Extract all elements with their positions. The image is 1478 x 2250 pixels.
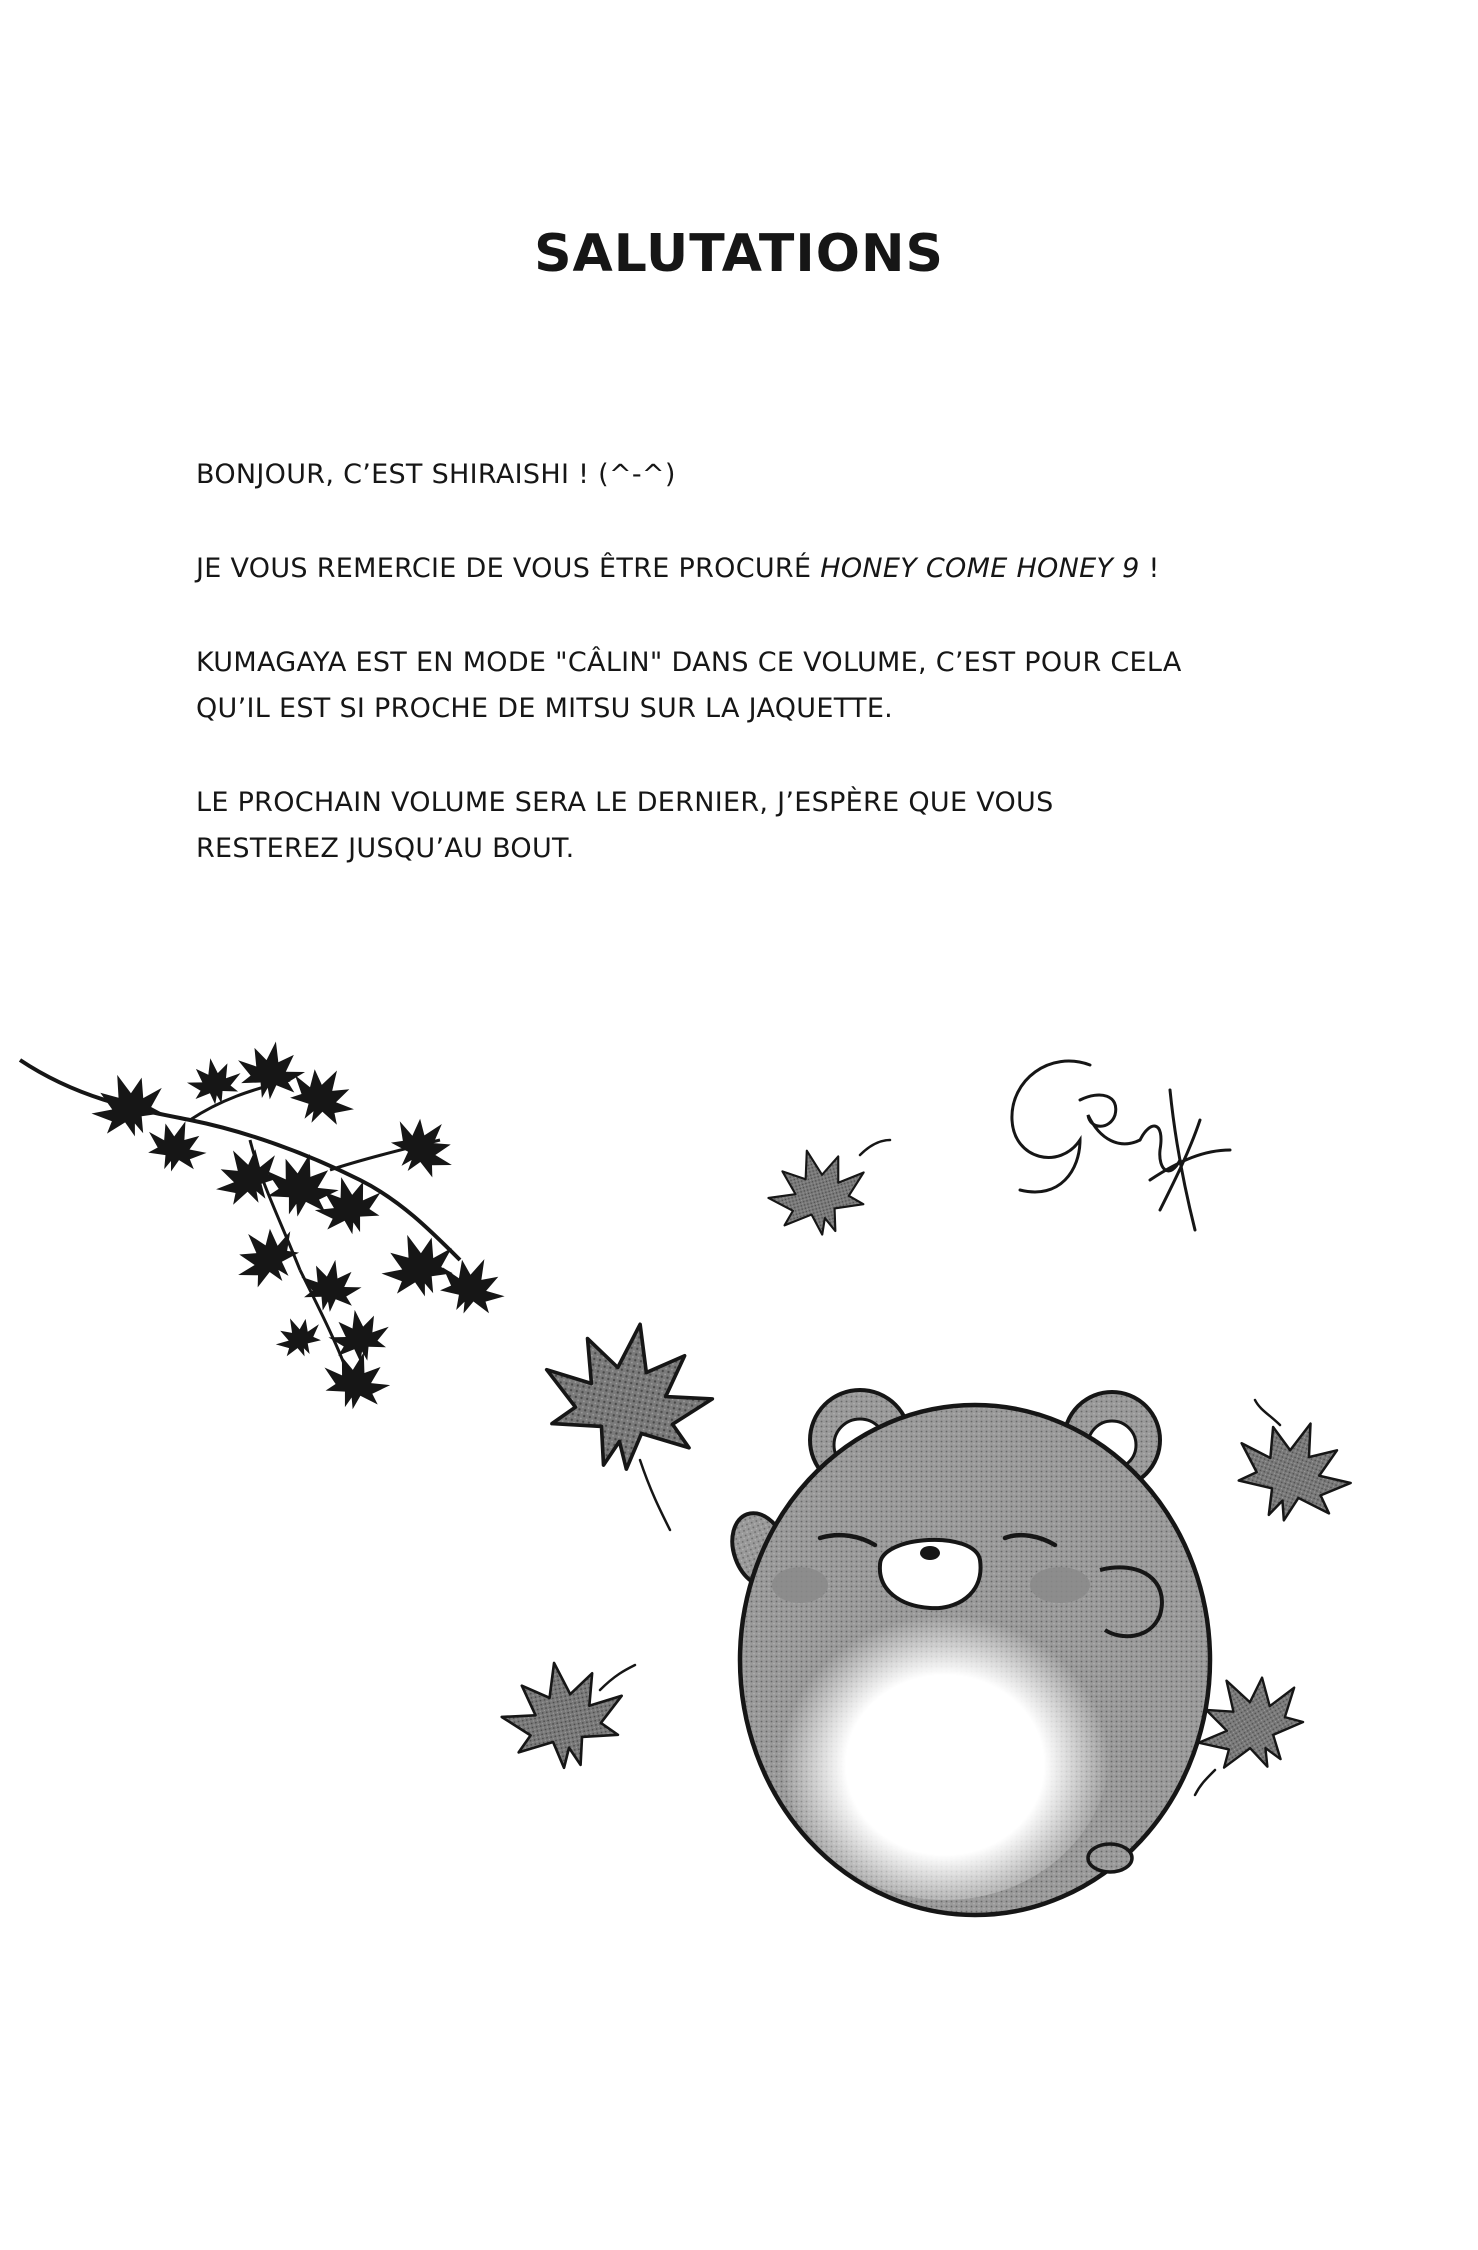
- final-line-2: RESTEREZ JUSQU’AU BOUT.: [196, 833, 575, 864]
- book-title: HONEY COME HONEY 9: [820, 553, 1140, 584]
- paragraph-volume: [196, 640, 1316, 732]
- greeting-text: [196, 452, 1316, 920]
- page-title: SALUTATIONS: [534, 224, 944, 284]
- greeting-line: BONJOUR, C’EST SHIRAISHI ! (^-^): [196, 459, 676, 490]
- volume-line-2: QU’IL EST SI PROCHE DE MITSU SUR LA JAQUETTE.: [196, 693, 894, 724]
- volume-line-1: KUMAGAYA EST EN MODE "CÂLIN" DANS CE VOLUME, C’EST POUR CELA: [196, 647, 1182, 678]
- final-line-1: LE PROCHAIN VOLUME SERA LE DERNIER, J’ESPÈRE QUE VOUS: [196, 787, 1054, 818]
- bear-mascot: [723, 1390, 1210, 1915]
- maple-branch: [20, 1040, 515, 1417]
- paragraph-greeting: [196, 452, 1316, 498]
- thanks-line: [196, 546, 1316, 592]
- paragraph-final: [196, 780, 1316, 872]
- thanks-text: JE VOUS REMERCIE DE VOUS ÊTRE PROCURÉ: [196, 553, 821, 584]
- paragraph-thanks: [196, 546, 1316, 592]
- artist-signature: [1012, 1061, 1230, 1230]
- thanks-end: !: [1139, 553, 1160, 584]
- autumn-bear-illustration: [0, 1040, 1478, 1920]
